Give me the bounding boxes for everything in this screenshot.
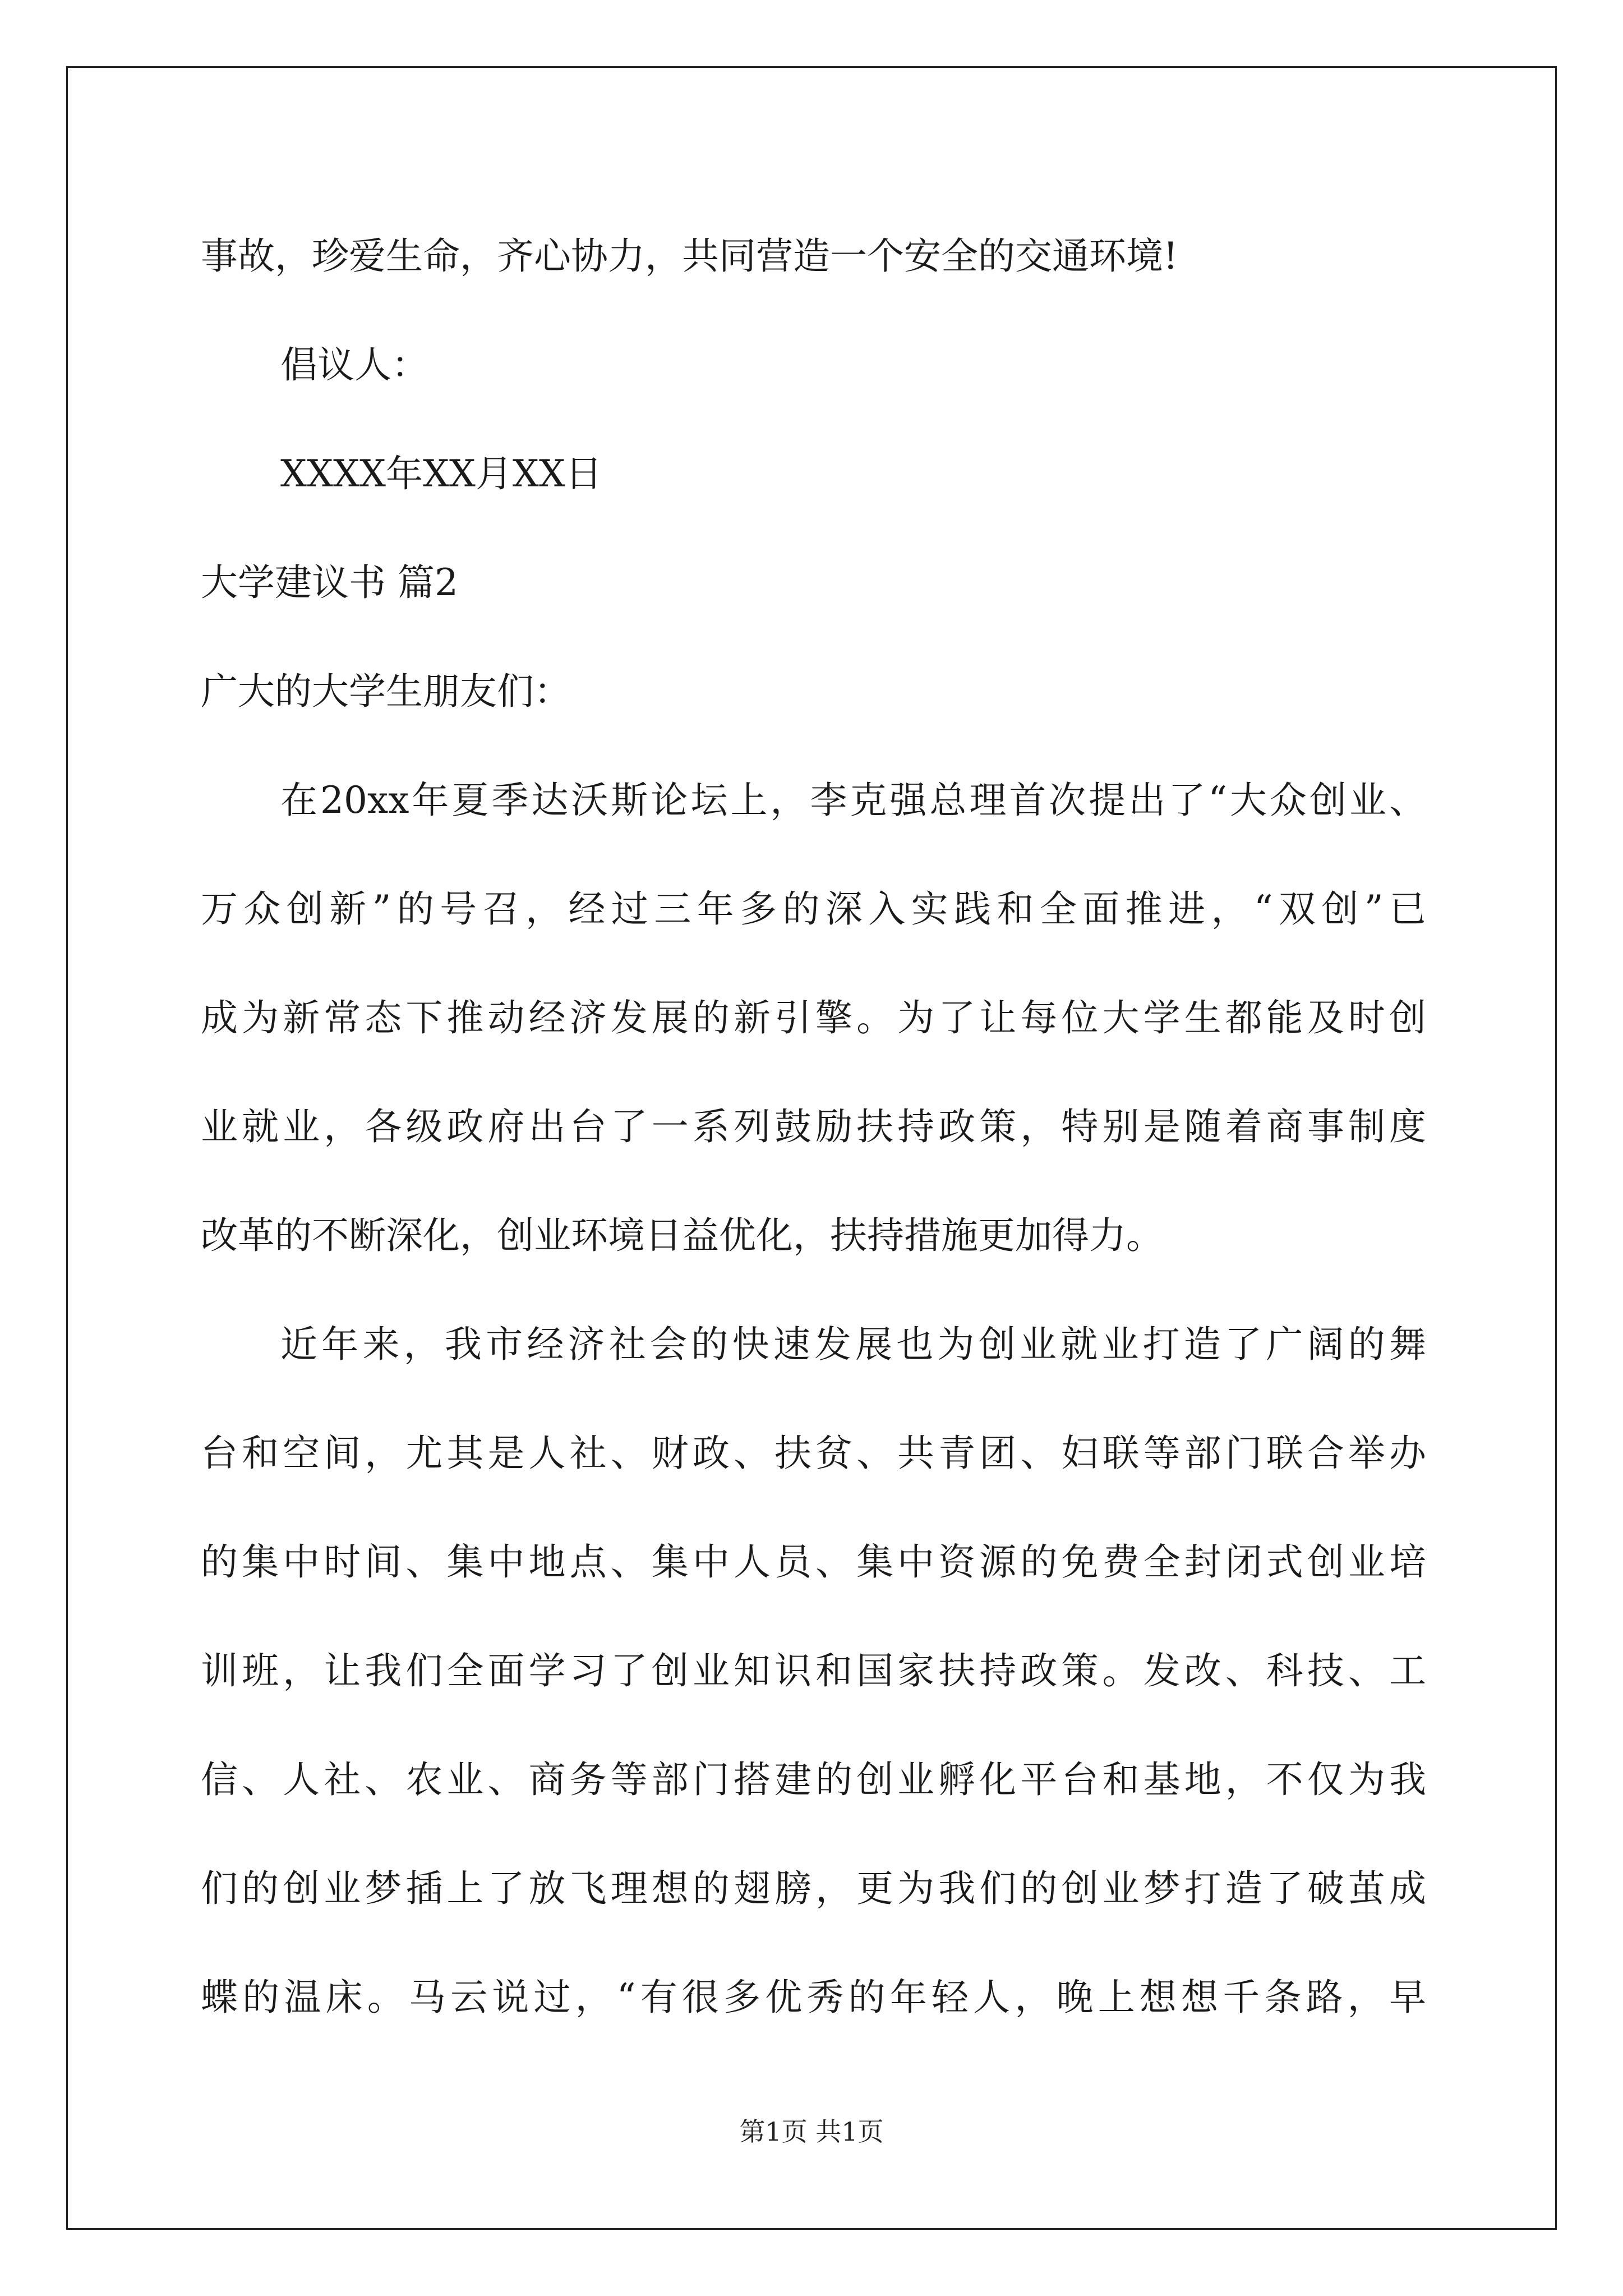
text-line: 改革的不断深化，创业环境日益优化，扶持措施更加得力。	[201, 1214, 1163, 1257]
text-line: 们的创业梦插上了放飞理想的翅膀，更为我们的创业梦打造了破茧成	[201, 1867, 1426, 1910]
page-footer: 第1页 共1页	[739, 2116, 884, 2147]
text-line: 成为新常态下推动经济发展的新引擎。为了让每位大学生都能及时创	[201, 996, 1426, 1039]
text-line: 事故，珍爱生命，齐心协力，共同营造一个安全的交通环境!	[201, 234, 1178, 278]
text-line: 台和空间，尤其是人社、财政、扶贫、共青团、妇联等部门联合举办	[201, 1432, 1426, 1475]
text-line: 业就业，各级政府出台了一系列鼓励扶持政策，特别是随着商事制度	[201, 1105, 1426, 1148]
text-line: 的集中时间、集中地点、集中人员、集中资源的免费全封闭式创业培	[201, 1540, 1426, 1584]
salutation-line: 广大的大学生朋友们：	[201, 670, 571, 713]
text-line: 训班，让我们全面学习了创业知识和国家扶持政策。发改、科技、工	[201, 1649, 1426, 1692]
text-line: 近年来，我市经济社会的快速发展也为创业就业打造了广阔的舞	[280, 1323, 1426, 1366]
text-line: 在20xx年夏季达沃斯论坛上，李克强总理首次提出了“大众创业、	[280, 779, 1426, 822]
document-body	[201, 202, 1426, 2052]
text-line: 信、人社、农业、商务等部门搭建的创业孵化平台和基地，不仅为我	[201, 1758, 1426, 1801]
proposer-line: 倡议人：	[280, 343, 428, 386]
section-heading: 大学建议书 篇2	[201, 561, 458, 604]
text-line: 蝶的温床。马云说过，“有很多优秀的年轻人，晚上想想千条路，早	[201, 1976, 1426, 2019]
date-line: XXXX年XX月XX日	[280, 452, 602, 495]
text-line: 万众创新”的号召，经过三年多的深入实践和全面推进，“双创”已	[201, 887, 1426, 931]
